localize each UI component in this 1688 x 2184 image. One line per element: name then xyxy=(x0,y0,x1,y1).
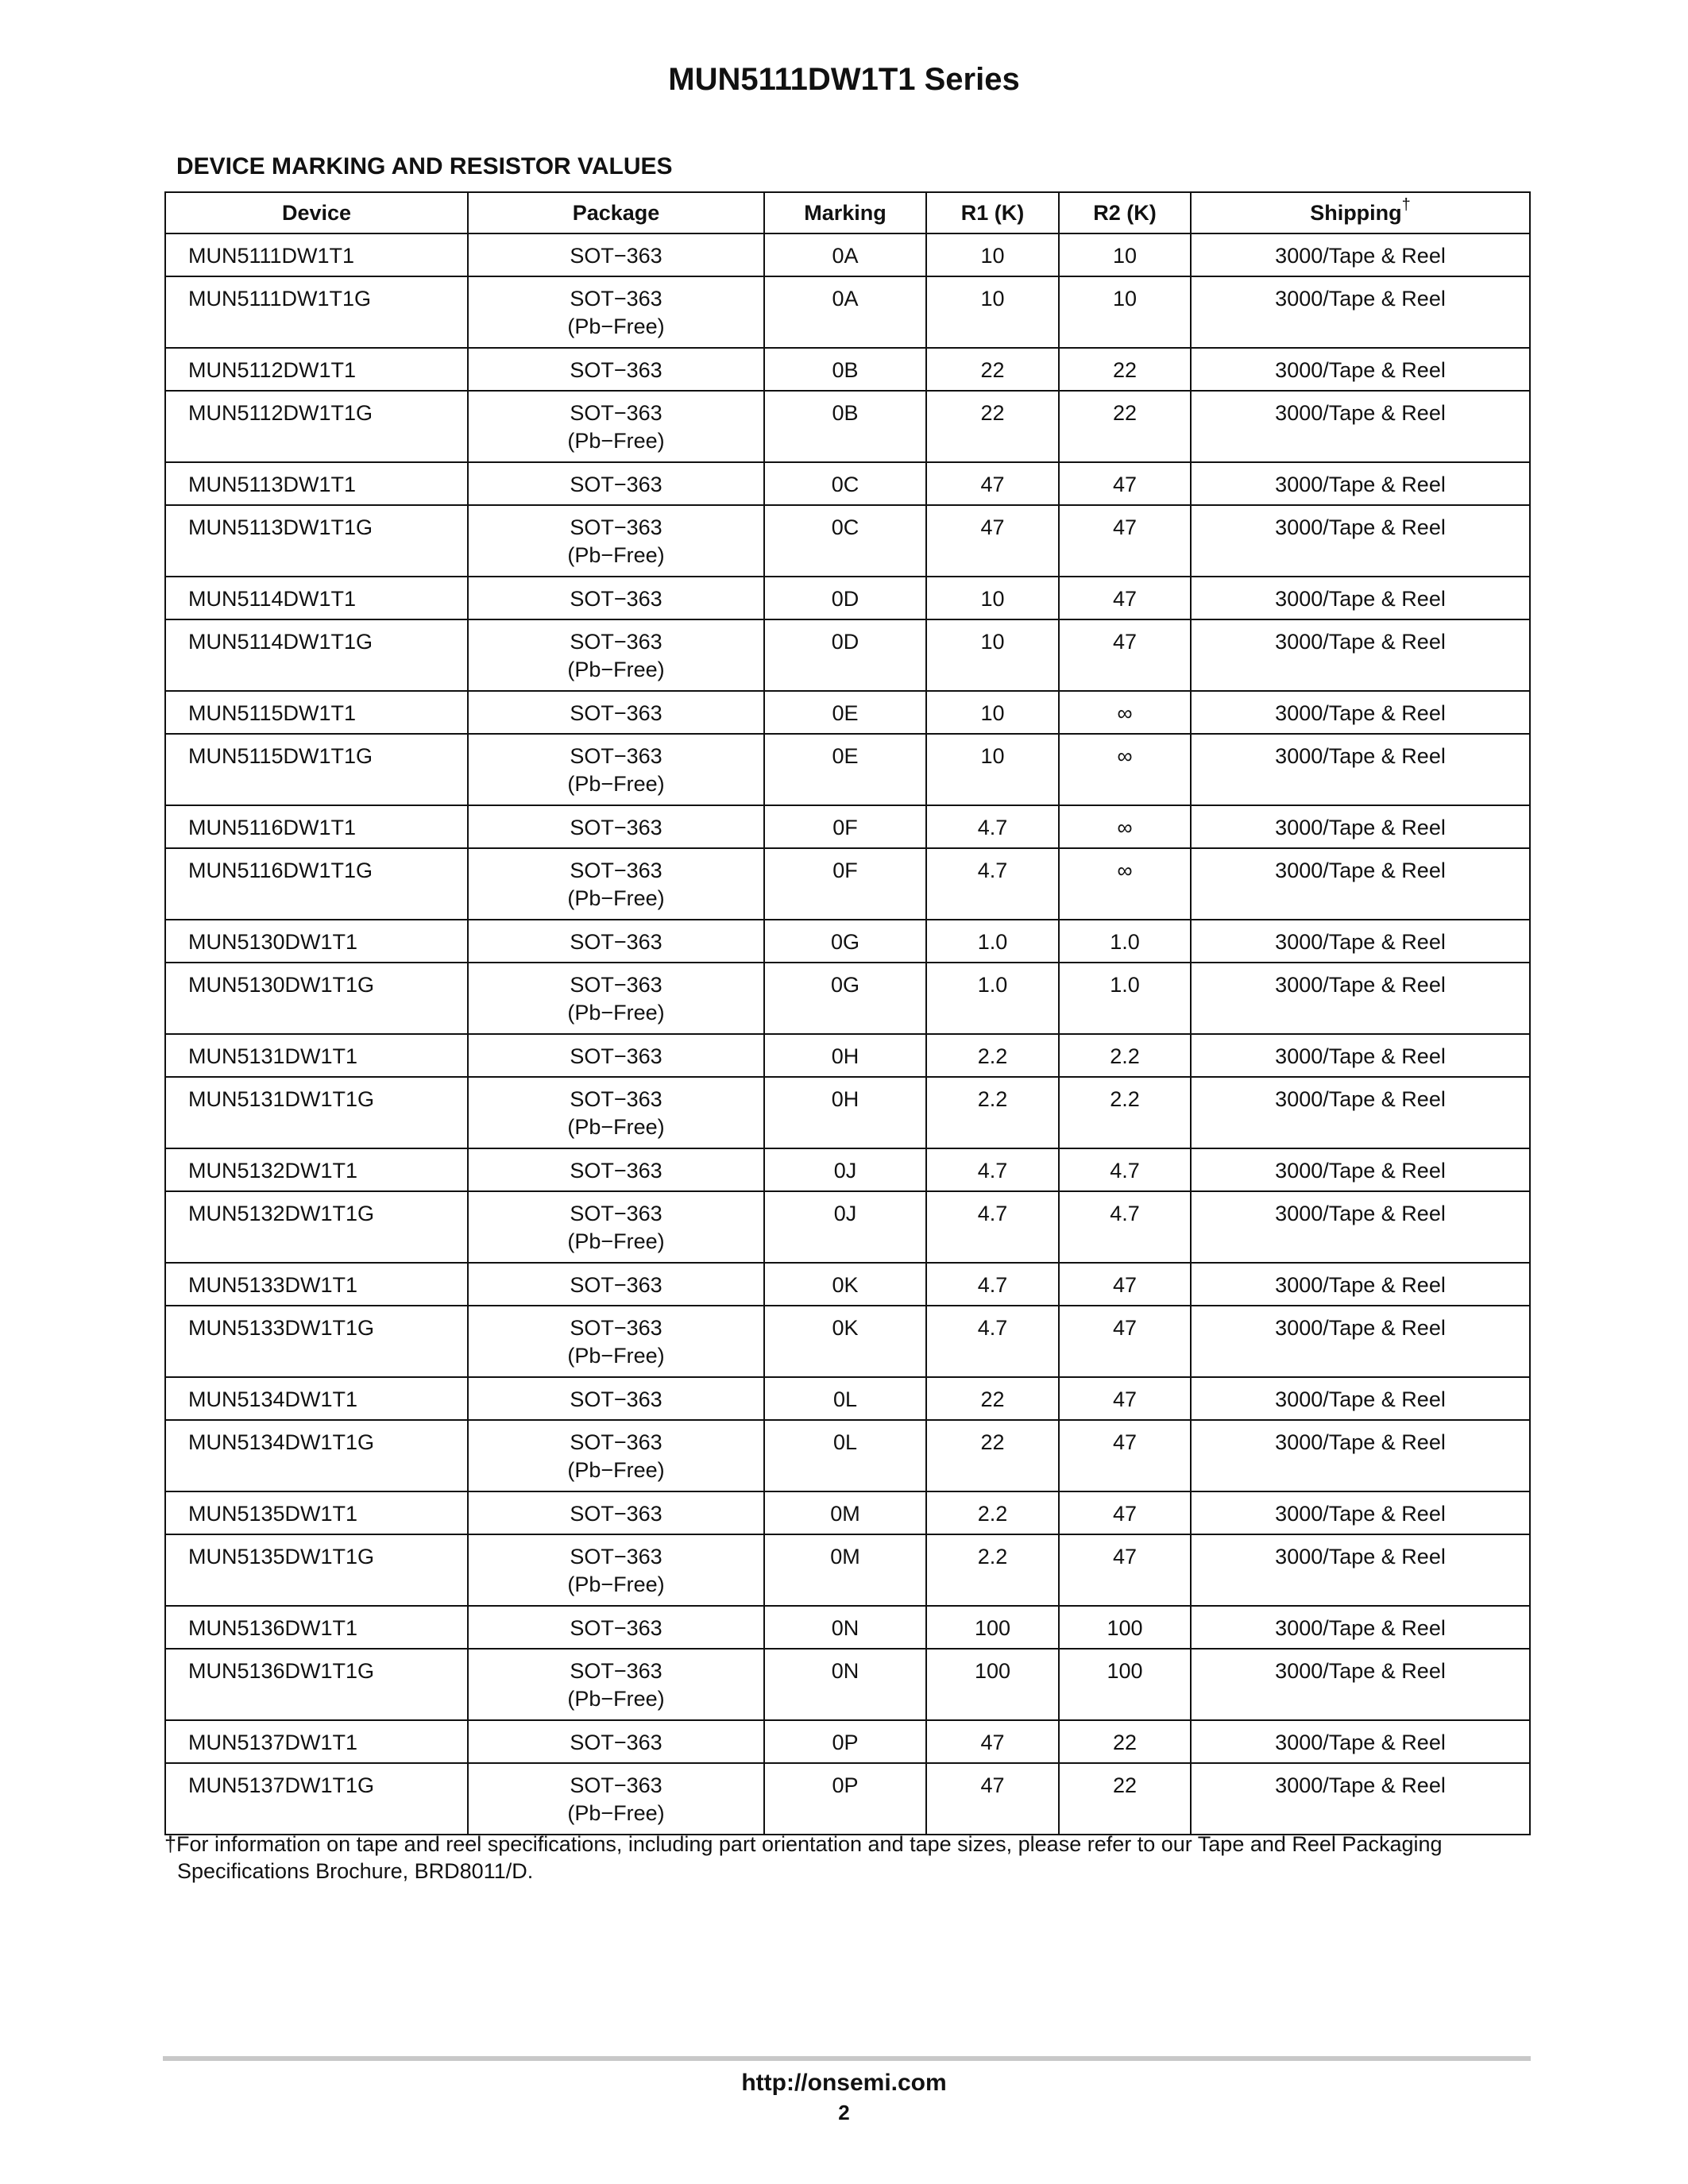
r1-cell: 2.2 xyxy=(926,1491,1059,1534)
package-name: SOT−363 xyxy=(570,1044,662,1068)
table-row xyxy=(165,1306,1530,1377)
package-note: (Pb−Free) xyxy=(567,772,665,796)
r2-cell: ∞ xyxy=(1059,734,1191,805)
device-cell: MUN5115DW1T1G xyxy=(165,734,468,805)
device-cell: MUN5113DW1T1 xyxy=(165,462,468,505)
page-title: MUN5111DW1T1 Series xyxy=(668,62,1020,97)
r1-cell: 10 xyxy=(926,233,1059,276)
shipping-cell: 3000/Tape & Reel xyxy=(1191,1306,1530,1377)
r2-cell: 47 xyxy=(1059,1377,1191,1420)
package-cell xyxy=(468,1191,764,1263)
r2-cell: 47 xyxy=(1059,619,1191,691)
marking-cell: 0A xyxy=(764,276,926,348)
device-cell: MUN5111DW1T1G xyxy=(165,276,468,348)
table-row xyxy=(165,734,1530,805)
package-cell xyxy=(468,805,764,848)
shipping-cell: 3000/Tape & Reel xyxy=(1191,1649,1530,1720)
r1-cell: 1.0 xyxy=(926,963,1059,1034)
column-header-device: Device xyxy=(165,192,468,233)
package-name: SOT−363 xyxy=(570,587,662,611)
shipping-cell: 3000/Tape & Reel xyxy=(1191,577,1530,619)
table-row xyxy=(165,1263,1530,1306)
r1-cell: 10 xyxy=(926,276,1059,348)
package-cell xyxy=(468,1491,764,1534)
package-cell xyxy=(468,691,764,734)
r2-cell: 22 xyxy=(1059,391,1191,462)
shipping-cell: 3000/Tape & Reel xyxy=(1191,1420,1530,1491)
shipping-cell: 3000/Tape & Reel xyxy=(1191,505,1530,577)
marking-cell: 0E xyxy=(764,734,926,805)
r2-cell: 2.2 xyxy=(1059,1077,1191,1148)
marking-cell: 0N xyxy=(764,1649,926,1720)
shipping-cell: 3000/Tape & Reel xyxy=(1191,233,1530,276)
device-cell: MUN5136DW1T1 xyxy=(165,1606,468,1649)
marking-cell: 0P xyxy=(764,1720,926,1763)
r1-cell: 22 xyxy=(926,391,1059,462)
table-row xyxy=(165,1606,1530,1649)
package-cell xyxy=(468,1420,764,1491)
package-cell xyxy=(468,1306,764,1377)
r1-cell: 22 xyxy=(926,1420,1059,1491)
marking-cell: 0C xyxy=(764,505,926,577)
r2-cell: 22 xyxy=(1059,1720,1191,1763)
package-name: SOT−363 xyxy=(570,1773,662,1797)
device-cell: MUN5115DW1T1 xyxy=(165,691,468,734)
device-cell: MUN5132DW1T1 xyxy=(165,1148,468,1191)
package-name: SOT−363 xyxy=(570,1159,662,1183)
footnote-text-continued: Specifications Brochure, BRD8011/D. xyxy=(177,1859,534,1883)
table-row xyxy=(165,1720,1530,1763)
marking-cell: 0P xyxy=(764,1763,926,1835)
r2-cell: 4.7 xyxy=(1059,1148,1191,1191)
table-row xyxy=(165,1191,1530,1263)
package-note: (Pb−Free) xyxy=(567,1115,665,1139)
package-cell xyxy=(468,1534,764,1606)
r1-cell: 22 xyxy=(926,348,1059,391)
device-cell: MUN5135DW1T1 xyxy=(165,1491,468,1534)
package-cell xyxy=(468,1077,764,1148)
shipping-cell: 3000/Tape & Reel xyxy=(1191,619,1530,691)
package-note: (Pb−Free) xyxy=(567,543,665,567)
r2-cell: 47 xyxy=(1059,1534,1191,1606)
marking-cell: 0C xyxy=(764,462,926,505)
marking-cell: 0F xyxy=(764,805,926,848)
package-note: (Pb−Free) xyxy=(567,1344,665,1368)
page-number: 2 xyxy=(838,2101,850,2124)
footnote-dagger-mark: † xyxy=(164,1832,177,1856)
r1-cell: 47 xyxy=(926,505,1059,577)
package-name: SOT−363 xyxy=(570,859,662,882)
shipping-cell: 3000/Tape & Reel xyxy=(1191,1763,1530,1835)
r2-cell: 100 xyxy=(1059,1606,1191,1649)
marking-cell: 0F xyxy=(764,848,926,920)
package-cell xyxy=(468,1377,764,1420)
device-cell: MUN5114DW1T1G xyxy=(165,619,468,691)
r2-cell: 47 xyxy=(1059,1263,1191,1306)
shipping-cell: 3000/Tape & Reel xyxy=(1191,1377,1530,1420)
table-row xyxy=(165,391,1530,462)
device-cell: MUN5131DW1T1 xyxy=(165,1034,468,1077)
marking-cell: 0M xyxy=(764,1491,926,1534)
marking-cell: 0B xyxy=(764,348,926,391)
device-marking-table xyxy=(164,191,1531,1835)
marking-cell: 0D xyxy=(764,577,926,619)
package-name: SOT−363 xyxy=(570,1202,662,1225)
marking-cell: 0H xyxy=(764,1034,926,1077)
dagger-mark: † xyxy=(1401,195,1411,214)
marking-cell: 0G xyxy=(764,963,926,1034)
shipping-cell: 3000/Tape & Reel xyxy=(1191,1263,1530,1306)
r1-cell: 4.7 xyxy=(926,805,1059,848)
r2-cell: 22 xyxy=(1059,348,1191,391)
device-cell: MUN5135DW1T1G xyxy=(165,1534,468,1606)
table-row xyxy=(165,505,1530,577)
r2-cell: 47 xyxy=(1059,577,1191,619)
device-cell: MUN5134DW1T1G xyxy=(165,1420,468,1491)
package-name: SOT−363 xyxy=(570,1387,662,1411)
package-name: SOT−363 xyxy=(570,630,662,654)
device-cell: MUN5137DW1T1 xyxy=(165,1720,468,1763)
device-cell: MUN5116DW1T1 xyxy=(165,805,468,848)
package-name: SOT−363 xyxy=(570,1731,662,1754)
device-cell: MUN5111DW1T1 xyxy=(165,233,468,276)
shipping-cell: 3000/Tape & Reel xyxy=(1191,348,1530,391)
device-cell: MUN5130DW1T1G xyxy=(165,963,468,1034)
footer-url[interactable]: http://onsemi.com xyxy=(741,2070,947,2096)
column-header-r1: R1 (K) xyxy=(926,192,1059,233)
package-cell xyxy=(468,1034,764,1077)
package-cell xyxy=(468,1148,764,1191)
package-name: SOT−363 xyxy=(570,973,662,997)
package-name: SOT−363 xyxy=(570,930,662,954)
package-cell xyxy=(468,920,764,963)
table-row xyxy=(165,1491,1530,1534)
package-note: (Pb−Free) xyxy=(567,1229,665,1253)
shipping-cell: 3000/Tape & Reel xyxy=(1191,462,1530,505)
device-cell: MUN5116DW1T1G xyxy=(165,848,468,920)
r1-cell: 4.7 xyxy=(926,848,1059,920)
package-name: SOT−363 xyxy=(570,1545,662,1569)
package-name: SOT−363 xyxy=(570,1616,662,1640)
r1-cell: 1.0 xyxy=(926,920,1059,963)
package-cell xyxy=(468,276,764,348)
column-header-package: Package xyxy=(468,192,764,233)
r1-cell: 10 xyxy=(926,619,1059,691)
table-row xyxy=(165,1034,1530,1077)
section-title: DEVICE MARKING AND RESISTOR VALUES xyxy=(176,153,673,179)
column-header-shipping xyxy=(1191,192,1530,233)
r2-cell: 2.2 xyxy=(1059,1034,1191,1077)
package-note: (Pb−Free) xyxy=(567,429,665,453)
table-row xyxy=(165,577,1530,619)
package-name: SOT−363 xyxy=(570,816,662,839)
table-row xyxy=(165,691,1530,734)
package-note: (Pb−Free) xyxy=(567,314,665,338)
marking-cell: 0H xyxy=(764,1077,926,1148)
r2-cell: 47 xyxy=(1059,1306,1191,1377)
table-row xyxy=(165,462,1530,505)
shipping-cell: 3000/Tape & Reel xyxy=(1191,1191,1530,1263)
package-name: SOT−363 xyxy=(570,701,662,725)
package-cell xyxy=(468,734,764,805)
r1-cell: 4.7 xyxy=(926,1191,1059,1263)
r1-cell: 4.7 xyxy=(926,1263,1059,1306)
shipping-header-label: Shipping xyxy=(1310,200,1402,225)
r2-cell: 47 xyxy=(1059,1491,1191,1534)
table-row xyxy=(165,1377,1530,1420)
package-cell xyxy=(468,963,764,1034)
r1-cell: 4.7 xyxy=(926,1148,1059,1191)
package-cell xyxy=(468,233,764,276)
package-name: SOT−363 xyxy=(570,1502,662,1526)
shipping-cell: 3000/Tape & Reel xyxy=(1191,1534,1530,1606)
package-note: (Pb−Free) xyxy=(567,1458,665,1482)
package-name: SOT−363 xyxy=(570,287,662,311)
shipping-cell: 3000/Tape & Reel xyxy=(1191,920,1530,963)
device-cell: MUN5114DW1T1 xyxy=(165,577,468,619)
column-header-r2: R2 (K) xyxy=(1059,192,1191,233)
package-name: SOT−363 xyxy=(570,515,662,539)
r1-cell: 2.2 xyxy=(926,1534,1059,1606)
device-cell: MUN5112DW1T1 xyxy=(165,348,468,391)
package-name: SOT−363 xyxy=(570,1316,662,1340)
table-row xyxy=(165,1534,1530,1606)
package-cell xyxy=(468,1649,764,1720)
package-name: SOT−363 xyxy=(570,1430,662,1454)
device-cell: MUN5132DW1T1G xyxy=(165,1191,468,1263)
device-cell: MUN5112DW1T1G xyxy=(165,391,468,462)
r1-cell: 47 xyxy=(926,1720,1059,1763)
package-name: SOT−363 xyxy=(570,1659,662,1683)
r2-cell: 1.0 xyxy=(1059,963,1191,1034)
r1-cell: 47 xyxy=(926,1763,1059,1835)
marking-cell: 0D xyxy=(764,619,926,691)
table-row xyxy=(165,1649,1530,1720)
r2-cell: 1.0 xyxy=(1059,920,1191,963)
shipping-cell: 3000/Tape & Reel xyxy=(1191,1034,1530,1077)
device-cell: MUN5113DW1T1G xyxy=(165,505,468,577)
marking-cell: 0A xyxy=(764,233,926,276)
marking-cell: 0K xyxy=(764,1263,926,1306)
shipping-cell: 3000/Tape & Reel xyxy=(1191,1606,1530,1649)
device-cell: MUN5133DW1T1G xyxy=(165,1306,468,1377)
r1-cell: 10 xyxy=(926,577,1059,619)
r1-cell: 2.2 xyxy=(926,1077,1059,1148)
package-name: SOT−363 xyxy=(570,358,662,382)
marking-cell: 0N xyxy=(764,1606,926,1649)
shipping-cell: 3000/Tape & Reel xyxy=(1191,1148,1530,1191)
package-name: SOT−363 xyxy=(570,473,662,496)
table-row xyxy=(165,1077,1530,1148)
shipping-cell: 3000/Tape & Reel xyxy=(1191,1077,1530,1148)
r1-cell: 4.7 xyxy=(926,1306,1059,1377)
shipping-cell: 3000/Tape & Reel xyxy=(1191,1720,1530,1763)
table-row xyxy=(165,848,1530,920)
package-cell xyxy=(468,619,764,691)
package-name: SOT−363 xyxy=(570,1087,662,1111)
r2-cell: 22 xyxy=(1059,1763,1191,1835)
table-row xyxy=(165,920,1530,963)
package-cell xyxy=(468,848,764,920)
table-row xyxy=(165,233,1530,276)
package-cell xyxy=(468,505,764,577)
shipping-cell: 3000/Tape & Reel xyxy=(1191,805,1530,848)
table-row xyxy=(165,1148,1530,1191)
marking-cell: 0L xyxy=(764,1420,926,1491)
table-body xyxy=(165,233,1530,1835)
package-note: (Pb−Free) xyxy=(567,1801,665,1825)
table-row xyxy=(165,963,1530,1034)
shipping-cell: 3000/Tape & Reel xyxy=(1191,1491,1530,1534)
package-cell xyxy=(468,348,764,391)
r2-cell: 10 xyxy=(1059,233,1191,276)
package-cell xyxy=(468,1606,764,1649)
shipping-cell: 3000/Tape & Reel xyxy=(1191,276,1530,348)
r1-cell: 100 xyxy=(926,1606,1059,1649)
shipping-cell: 3000/Tape & Reel xyxy=(1191,734,1530,805)
marking-cell: 0J xyxy=(764,1148,926,1191)
device-cell: MUN5134DW1T1 xyxy=(165,1377,468,1420)
table-row xyxy=(165,619,1530,691)
table-row xyxy=(165,348,1530,391)
package-cell xyxy=(468,577,764,619)
r1-cell: 10 xyxy=(926,691,1059,734)
r1-cell: 47 xyxy=(926,462,1059,505)
package-name: SOT−363 xyxy=(570,401,662,425)
r1-cell: 100 xyxy=(926,1649,1059,1720)
footnote-text: For information on tape and reel specifications, including part orientation and tape sizes, please refer to our Tape and Reel Packaging xyxy=(176,1832,1443,1856)
package-note: (Pb−Free) xyxy=(567,886,665,910)
package-cell xyxy=(468,1263,764,1306)
package-name: SOT−363 xyxy=(570,1273,662,1297)
r2-cell: 4.7 xyxy=(1059,1191,1191,1263)
shipping-cell: 3000/Tape & Reel xyxy=(1191,963,1530,1034)
marking-cell: 0K xyxy=(764,1306,926,1377)
footer-divider xyxy=(163,2056,1531,2061)
marking-cell: 0B xyxy=(764,391,926,462)
marking-cell: 0M xyxy=(764,1534,926,1606)
r2-cell: ∞ xyxy=(1059,805,1191,848)
r1-cell: 10 xyxy=(926,734,1059,805)
marking-cell: 0J xyxy=(764,1191,926,1263)
marking-cell: 0L xyxy=(764,1377,926,1420)
r2-cell: ∞ xyxy=(1059,848,1191,920)
package-note: (Pb−Free) xyxy=(567,658,665,681)
shipping-cell: 3000/Tape & Reel xyxy=(1191,391,1530,462)
package-note: (Pb−Free) xyxy=(567,1001,665,1024)
package-cell xyxy=(468,462,764,505)
column-header-marking: Marking xyxy=(764,192,926,233)
r1-cell: 22 xyxy=(926,1377,1059,1420)
r2-cell: 47 xyxy=(1059,1420,1191,1491)
shipping-cell: 3000/Tape & Reel xyxy=(1191,691,1530,734)
package-cell xyxy=(468,391,764,462)
table-row xyxy=(165,1420,1530,1491)
device-cell: MUN5130DW1T1 xyxy=(165,920,468,963)
package-name: SOT−363 xyxy=(570,244,662,268)
package-note: (Pb−Free) xyxy=(567,1687,665,1711)
package-cell xyxy=(468,1720,764,1763)
r2-cell: 100 xyxy=(1059,1649,1191,1720)
device-cell: MUN5131DW1T1G xyxy=(165,1077,468,1148)
package-name: SOT−363 xyxy=(570,744,662,768)
r2-cell: 47 xyxy=(1059,505,1191,577)
table-row xyxy=(165,1763,1530,1835)
marking-cell: 0G xyxy=(764,920,926,963)
r1-cell: 2.2 xyxy=(926,1034,1059,1077)
device-cell: MUN5136DW1T1G xyxy=(165,1649,468,1720)
r2-cell: 47 xyxy=(1059,462,1191,505)
footnote xyxy=(164,1831,1529,1885)
device-cell: MUN5133DW1T1 xyxy=(165,1263,468,1306)
package-note: (Pb−Free) xyxy=(567,1572,665,1596)
table-row xyxy=(165,276,1530,348)
table-row xyxy=(165,805,1530,848)
table-header-row xyxy=(165,192,1530,233)
r2-cell: 10 xyxy=(1059,276,1191,348)
package-cell xyxy=(468,1763,764,1835)
shipping-cell: 3000/Tape & Reel xyxy=(1191,848,1530,920)
r2-cell: ∞ xyxy=(1059,691,1191,734)
device-cell: MUN5137DW1T1G xyxy=(165,1763,468,1835)
marking-cell: 0E xyxy=(764,691,926,734)
